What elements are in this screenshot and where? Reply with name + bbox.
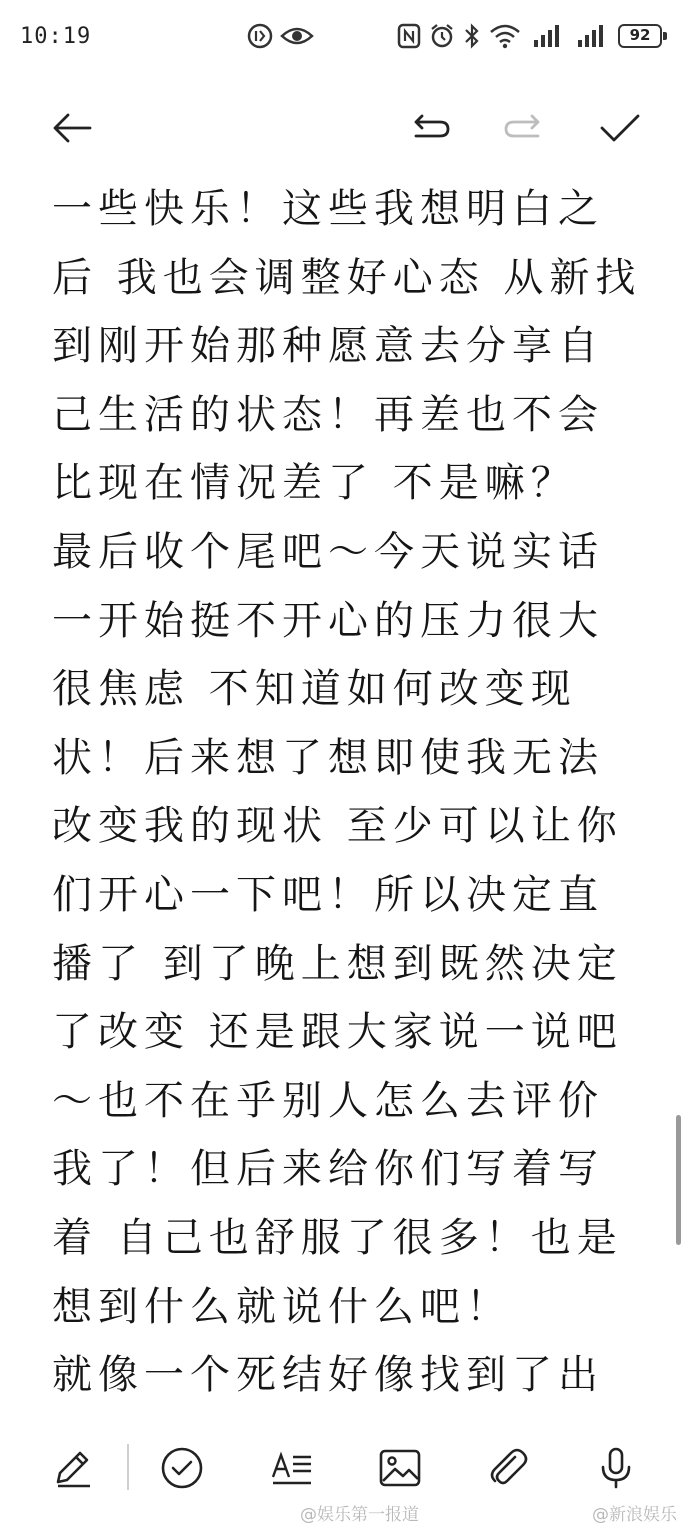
note-line: 到刚开始那种愿意去分享自 (52, 323, 604, 370)
note-line: 比现在情况差了 不是嘛？ (52, 460, 577, 507)
signal-icon (532, 22, 564, 54)
nfc-icon (396, 22, 422, 54)
redo-icon[interactable] (500, 104, 548, 152)
microphone-icon[interactable] (588, 1440, 644, 1496)
note-line: 了改变 还是跟大家说一说吧 (52, 1009, 623, 1056)
editor-toolbar (0, 90, 690, 166)
note-line: 着 自己也舒服了很多！也是 (52, 1214, 623, 1261)
checklist-icon[interactable] (154, 1440, 210, 1496)
note-line: 我了！但后来给你们写着写 (52, 1146, 604, 1193)
bluetooth-icon (462, 22, 482, 54)
checkmark-icon[interactable] (596, 104, 644, 152)
note-line: ～也不在乎别人怎么去评价 (52, 1077, 604, 1124)
wifi-icon (488, 22, 522, 54)
note-line: 最后收个尾吧～今天说实话 (52, 528, 604, 575)
toolbar-divider (127, 1444, 129, 1490)
app-notification-icon (246, 22, 274, 54)
note-line: 改变我的现状 至少可以让你 (52, 803, 623, 850)
status-bar (0, 0, 690, 76)
signal-icon (576, 22, 608, 54)
text-format-icon[interactable] (264, 1440, 320, 1496)
note-line: 播了 到了晚上想到既然决定 (52, 940, 623, 987)
battery-icon: 92 (618, 24, 662, 48)
watermark-right: @新浪娱乐 (592, 1505, 677, 1525)
image-icon[interactable] (372, 1440, 428, 1496)
note-line: 想到什么就说什么吧！ (52, 1283, 512, 1330)
note-line: 己生活的状态！再差也不会 (52, 391, 604, 438)
note-line: 们开心一下吧！所以决定直 (52, 871, 604, 918)
back-arrow-icon[interactable] (48, 104, 96, 152)
note-line: 状！后来想了想即使我无法 (52, 734, 604, 781)
note-line: 很焦虑 不知道如何改变现 (52, 666, 577, 713)
note-body[interactable] (52, 175, 652, 1420)
watermark-left: @娱乐第一报道 (300, 1505, 419, 1525)
alarm-icon (428, 22, 456, 54)
note-line: 一些快乐！这些我想明白之 (52, 186, 604, 232)
bottom-toolbar (0, 1430, 690, 1508)
status-time: 10:19 (20, 24, 92, 49)
note-line: 一开始挺不开心的压力很大 (52, 597, 604, 644)
eye-icon (280, 22, 314, 54)
note-line: 就像一个死结好像找到了出 (52, 1352, 604, 1399)
scrollbar-thumb[interactable] (676, 1115, 681, 1245)
note-line: 后 我也会调整好心态 从新找 (52, 254, 642, 301)
attachment-icon[interactable] (480, 1440, 536, 1496)
pen-icon[interactable] (44, 1440, 100, 1496)
undo-icon[interactable] (406, 104, 454, 152)
